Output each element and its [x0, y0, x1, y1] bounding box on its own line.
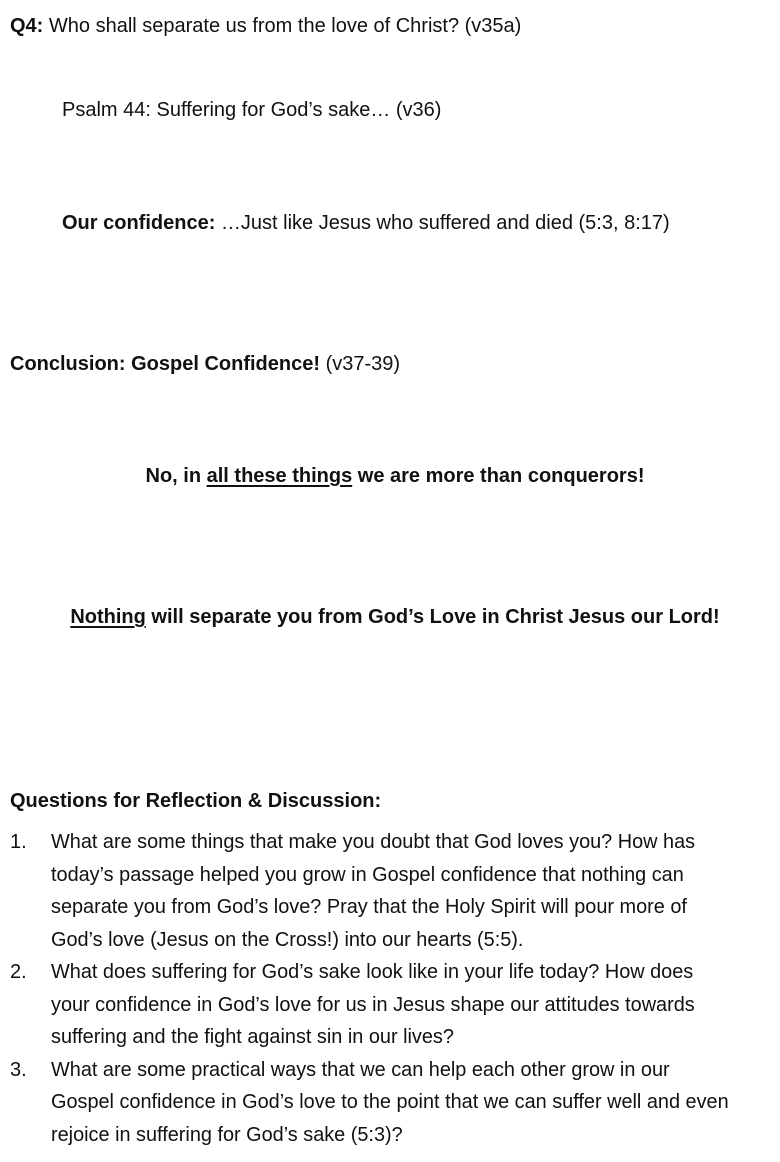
conclusion-label: Conclusion: Gospel Confidence! — [10, 353, 321, 375]
question-line: What are some things that make you doubt that God loves you? How has — [51, 831, 696, 853]
question-item-2 — [10, 956, 780, 1054]
question-line: What does suffering for God’s sake look like in your life today? How does — [51, 961, 694, 983]
confidence-label: Our confidence: — [62, 212, 216, 234]
question-line: suffering and the fight against sin in our lives? — [51, 1026, 454, 1048]
question-line: What are some practical ways that we can help each other grow in our — [51, 1058, 670, 1081]
conquerors-underlined: all these things — [206, 465, 353, 487]
question-number: 2. — [10, 961, 27, 983]
question-line: separate you from God’s love? Pray that the Holy Spirit will pour more of — [51, 896, 687, 918]
question-item-1 — [10, 826, 780, 956]
nothing-statement — [0, 605, 780, 629]
nothing-underlined: Nothing — [70, 606, 146, 628]
question-line: Gospel confidence in God’s love to the point that we can suffer well and even — [51, 1091, 729, 1113]
confidence-point — [62, 211, 670, 235]
conquerors-pre: No, in — [145, 465, 207, 487]
conquerors-statement — [0, 464, 780, 488]
conquerors-post: we are more than conquerors! — [352, 465, 645, 487]
question-number: 3. — [10, 1058, 27, 1081]
conclusion-heading — [10, 352, 400, 376]
conclusion-ref: (v37-39) — [320, 353, 401, 375]
q4-text: Who shall separate us from the love of Christ? (v35a) — [43, 15, 522, 37]
questions-heading: Questions for Reflection & Discussion: — [10, 790, 382, 812]
questions-list — [10, 826, 780, 1151]
psalm-point: Psalm 44: Suffering for God’s sake… (v36) — [62, 99, 442, 121]
q4-label: Q4: — [10, 15, 44, 37]
confidence-text: …Just like Jesus who suffered and died (5:3, 8:17) — [215, 212, 670, 234]
question-line: God’s love (Jesus on the Cross!) into our hearts (5:5). — [51, 928, 524, 951]
question-line: rejoice in suffering for God’s sake (5:3)? — [51, 1123, 403, 1146]
q4-question — [10, 14, 521, 38]
nothing-post: will separate you from God’s Love in Christ Jesus our Lord! — [145, 606, 720, 628]
question-item-3 — [10, 1054, 780, 1152]
question-line: your confidence in God’s love for us in Jesus shape our attitudes towards — [51, 993, 695, 1016]
question-line: today’s passage helped you grow in Gospel confidence that nothing can — [51, 863, 684, 886]
question-number: 1. — [10, 831, 27, 853]
